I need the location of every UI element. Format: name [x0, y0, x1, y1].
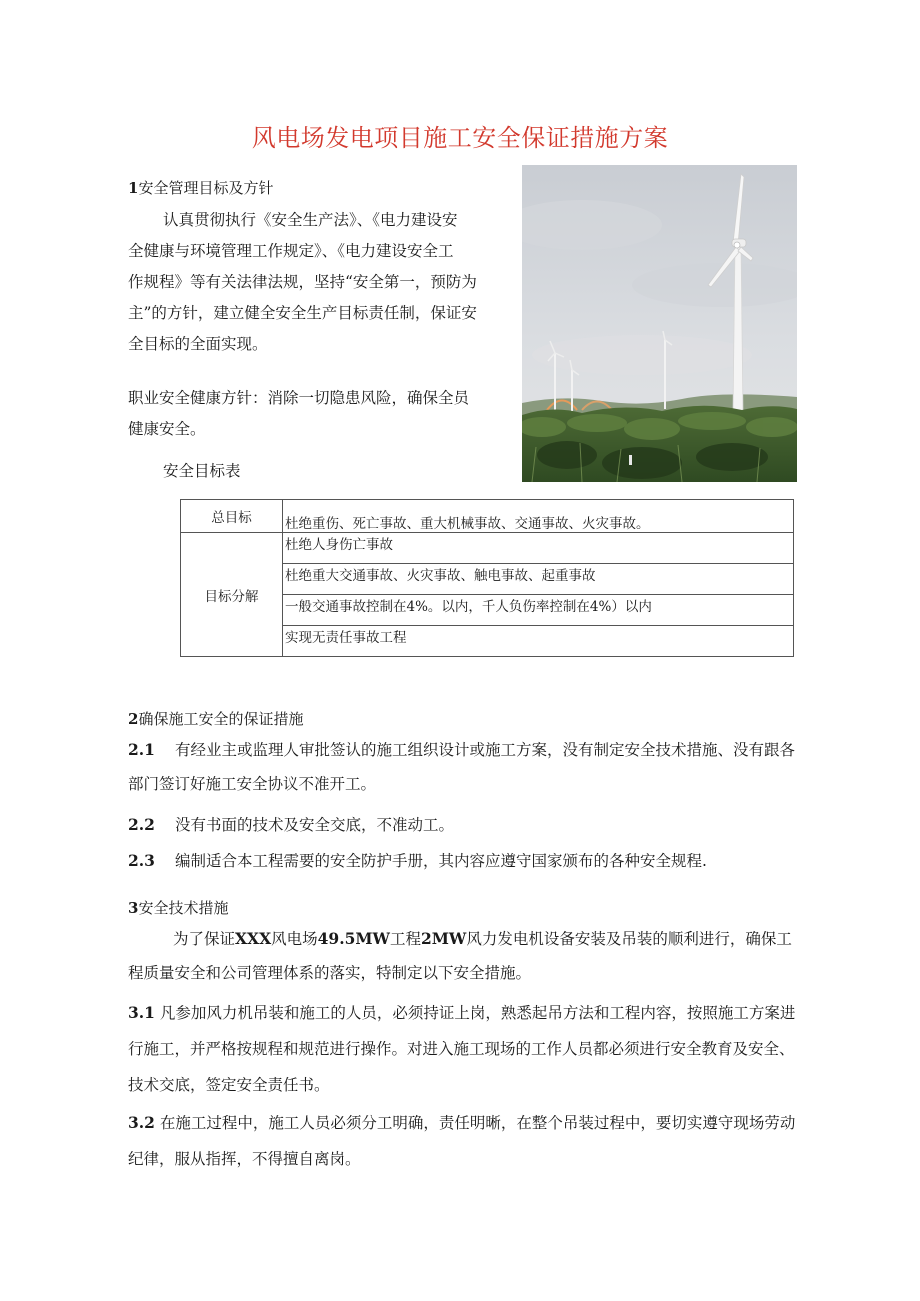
section-1-heading	[128, 177, 273, 198]
s1-para-line-1: 认真贯彻执行《安全生产法》、《电力建设安	[163, 211, 458, 229]
s3-intro-line-2: 程质量安全和公司管理体系的落实，特制定以下安全措施。	[128, 964, 532, 982]
s3-intro-line-1	[173, 924, 792, 955]
intro-text: 风电场	[271, 930, 318, 948]
section-2-title: 确保施工安全的保证措施	[138, 710, 304, 728]
intro-project-code: XXX	[235, 929, 272, 948]
section-1-title: 安全管理目标及方针	[138, 179, 274, 197]
safety-goals-table	[180, 499, 794, 657]
item-3-2-text: 在施工过程中，施工人员必须分工明确，责任明晰，在整个吊装过程中，要切实遵守现场劳动	[159, 1114, 796, 1132]
section-1-number: 1	[128, 179, 139, 197]
s1-para-line-2: 全健康与环境管理工作规定》、《电力建设安全工	[128, 242, 454, 260]
intro-text: 风力发电机设备安装及吊装的顺利进行，确保工	[466, 930, 792, 948]
intro-text: 工程	[389, 930, 421, 948]
item-3-1-number: 3.1	[128, 1003, 155, 1022]
item-2-1-line-1: 有经业主或监理人审批签认的施工组织设计或施工方案，没有制定安全技术措施、没有跟各	[175, 741, 796, 759]
breakdown-item-3: 一般交通事故控制在4%。以内，千人负伤率控制在4%）以内	[283, 595, 794, 626]
intro-text: 为了保证	[173, 930, 236, 948]
wind-farm-photo	[522, 165, 797, 482]
item-3-2-number: 3.2	[128, 1113, 155, 1132]
section-3-title: 安全技术措施	[138, 899, 229, 917]
s1-para-line-4: 主”的方针，建立健全安全生产目标责任制，保证安	[128, 304, 477, 322]
total-goal-label: 总目标	[181, 500, 283, 533]
policy-line-2: 健康安全。	[128, 420, 206, 438]
total-goal-value: 杜绝重伤、死亡事故、重大机械事故、交通事故、火灾事故。	[283, 500, 794, 533]
section-3-number: 3	[128, 899, 139, 917]
item-2-1-line-2: 部门签订好施工安全协议不准开工。	[128, 775, 377, 793]
intro-unit-capacity: 2MW	[420, 929, 467, 948]
intro-capacity: 49.5MW	[317, 929, 390, 948]
item-2-1-number: 2.1	[128, 740, 155, 759]
table-row	[181, 533, 794, 564]
breakdown-item-2: 杜绝重大交通事故、火灾事故、触电事故、起重事故	[283, 564, 794, 595]
table-caption: 安全目标表	[163, 462, 241, 480]
breakdown-item-1: 杜绝人身伤亡事故	[283, 533, 794, 564]
breakdown-item-4: 实现无责任事故工程	[283, 626, 794, 657]
breakdown-label: 目标分解	[181, 533, 283, 657]
section-2-number: 2	[128, 710, 139, 728]
item-3-2-line-1	[128, 1108, 795, 1139]
item-3-2-line-2: 纪律，服从指挥，不得擅自离岗。	[128, 1150, 361, 1168]
item-3-1-line-3: 技术交底，签定安全责任书。	[128, 1076, 330, 1094]
policy-line-1: 职业安全健康方针：消除一切隐患风险，确保全员	[128, 389, 470, 407]
document-title: 风电场发电项目施工安全保证措施方案	[251, 124, 669, 152]
item-3-1-text: 凡参加风力机吊装和施工的人员，必须持证上岗，熟悉起吊方法和工程内容，按照施工方案进	[159, 1004, 796, 1022]
s1-para-line-5: 全目标的全面实现。	[128, 335, 268, 353]
item-3-1-line-2: 行施工，并严格按规程和规范进行操作。对进入施工现场的工作人员都必须进行安全教育及安全、	[128, 1040, 795, 1058]
item-2-3-line-1: 编制适合本工程需要的安全防护手册，其内容应遵守国家颁布的各种安全规程.	[175, 852, 707, 870]
item-2-2-number: 2.2	[128, 815, 155, 834]
item-2-3-number: 2.3	[128, 851, 155, 870]
item-2-2-line-1: 没有书面的技术及安全交底，不准动工。	[175, 816, 455, 834]
item-3-1-line-1	[128, 998, 795, 1029]
section-3-heading	[128, 897, 228, 918]
section-2-heading	[128, 708, 303, 729]
s1-para-line-3: 作规程》等有关法律法规，坚持“安全第一，预防为	[128, 273, 477, 291]
table-row	[181, 500, 794, 533]
